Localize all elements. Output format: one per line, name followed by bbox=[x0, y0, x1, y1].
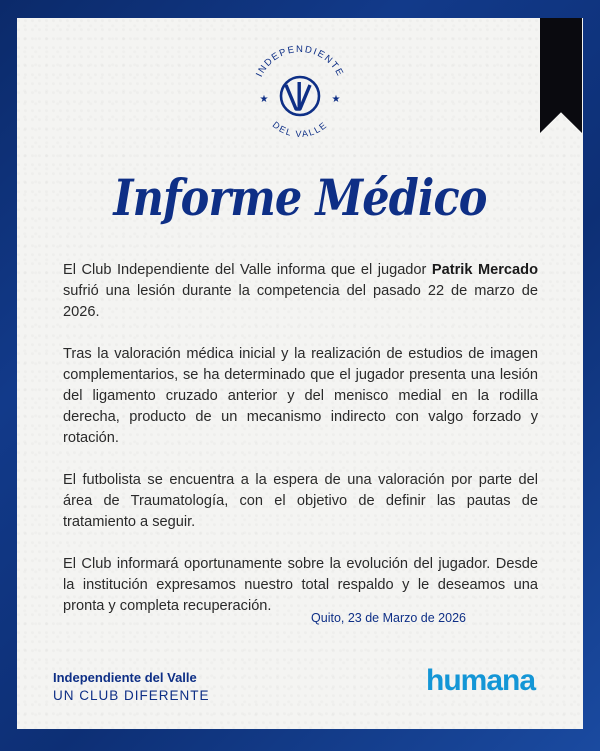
paragraph-1 bbox=[63, 260, 538, 323]
crest-top-text: INDEPENDIENTE bbox=[254, 43, 346, 79]
place-date-signoff: Quito, 23 de Marzo de 2026 bbox=[311, 611, 466, 625]
crest-star-right: ★ bbox=[331, 94, 341, 105]
crest-bottom-text: DEL VALLE bbox=[270, 119, 330, 140]
player-name: Patrik Mercado bbox=[431, 262, 538, 278]
paragraph-2: Tras la valoración médica inicial y la realización de estudios de imagen complementarios, se ha determinado que el jugador presenta una lesión del ligamento cruzado anterior y del menisco medial en la rodilla derecha, producto de un mecanismo indirecto con valgo forzado y rotación. bbox=[63, 346, 538, 446]
club-tagline: UN CLUB DIFERENTE bbox=[53, 688, 210, 703]
crest-i-mark bbox=[298, 82, 301, 109]
svg-text:INDEPENDIENTE bbox=[254, 44, 346, 79]
paragraph-1-end: sufrió una lesión durante la competencia del pasado 22 de marzo de 2026. bbox=[63, 283, 538, 320]
page-title: Informe Médico bbox=[113, 168, 487, 227]
paragraph-4: El Club informará oportunamente sobre la evolución del jugador. Desde la institución expresamos nuestro total respaldo y le deseamos una pronta y completa recuperación. bbox=[63, 556, 538, 614]
paragraph-1-start: El Club Independiente del Valle informa que el jugador bbox=[63, 262, 432, 278]
svg-text:DEL VALLE bbox=[271, 119, 330, 139]
sponsor-logo: humana bbox=[426, 664, 536, 697]
report-body bbox=[63, 260, 538, 638]
club-crest-logo bbox=[240, 32, 360, 152]
club-footer bbox=[53, 669, 210, 705]
crest-star-left: ★ bbox=[259, 94, 269, 105]
club-name: Independiente del Valle bbox=[53, 670, 197, 685]
paragraph-3: El futbolista se encuentra a la espera de una valoración por parte del área de Traumatología, con el objetivo de definir las pautas de tratamiento a seguir. bbox=[63, 472, 538, 530]
